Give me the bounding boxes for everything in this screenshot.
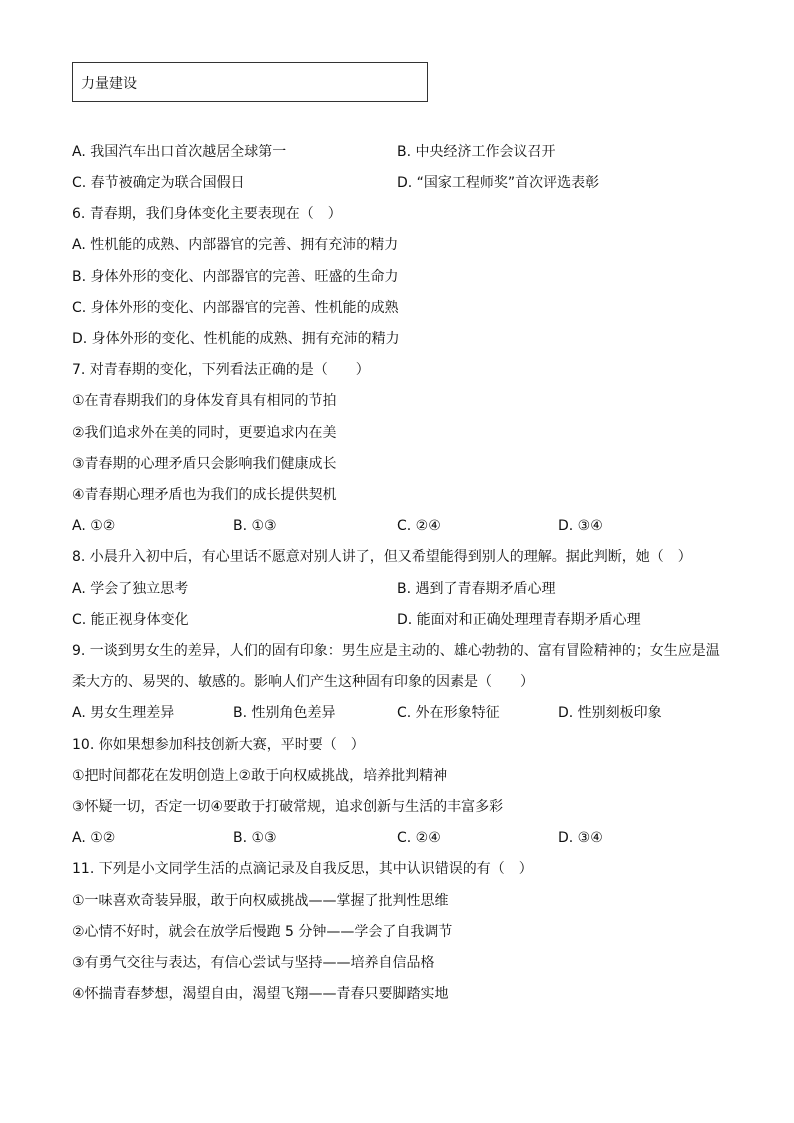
answer-box: [72, 62, 428, 102]
q9-option-c: C. 外在形象特征: [397, 705, 500, 721]
answer-box-label: 力量建设: [81, 76, 137, 92]
q7-option-c: C. ②④: [397, 518, 441, 534]
q10-option-c: C. ②④: [397, 830, 441, 846]
q11-item-1: ①一味喜欢奇装异服，敢于向权威挑战——掌握了批判性思维: [72, 893, 449, 909]
q10-item-line1: ①把时间都花在发明创造上②敢于向权威挑战，培养批判精神: [72, 768, 448, 784]
q7-item-1: ①在青春期我们的身体发育具有相同的节拍: [72, 393, 337, 409]
q6-option-b: B. 身体外形的变化、内部器官的完善、旺盛的生命力: [72, 269, 399, 285]
q6-option-c: C. 身体外形的变化、内部器官的完善、性机能的成熟: [72, 300, 399, 316]
q6-option-a: A. 性机能的成熟、内部器官的完善、拥有充沛的精力: [72, 237, 399, 253]
q8-option-c: C. 能正视身体变化: [72, 612, 189, 628]
q9-option-b: B. 性别角色差异: [233, 705, 336, 721]
q11-item-3: ③有勇气交往与表达，有信心尝试与坚持——培养自信品格: [72, 955, 435, 971]
q10-item-line2: ③怀疑一切，否定一切④要敢于打破常规，追求创新与生活的丰富多彩: [72, 799, 504, 815]
q5-option-a: A. 我国汽车出口首次越居全球第一: [72, 144, 287, 160]
q7-option-d: D. ③④: [558, 518, 603, 534]
q5-option-c: C. 春节被确定为联合国假日: [72, 175, 245, 191]
q7-item-2: ②我们追求外在美的同时，更要追求内在美: [72, 425, 337, 441]
q10-option-a: A. ①②: [72, 830, 116, 846]
q7-option-a: A. ①②: [72, 518, 116, 534]
q7-item-4: ④青春期心理矛盾也为我们的成长提供契机: [72, 487, 337, 503]
q6-option-d: D. 身体外形的变化、性机能的成熟、拥有充沛的精力: [72, 331, 400, 347]
q9-stem-line2: 柔大方的、易哭的、敏感的。影响人们产生这种固有印象的因素是（ ）: [72, 674, 534, 690]
q11-item-2: ②心情不好时，就会在放学后慢跑 5 分钟——学会了自我调节: [72, 924, 453, 940]
q9-option-d: D. 性别刻板印象: [558, 705, 662, 721]
q10-stem: 10. 你如果想参加科技创新大赛，平时要（ ）: [72, 737, 365, 753]
q10-option-b: B. ①③: [233, 830, 277, 846]
q11-stem: 11. 下列是小文同学生活的点滴记录及自我反思，其中认识错误的有（ ）: [72, 861, 533, 877]
q11-item-4: ④怀揣青春梦想，渴望自由，渴望飞翔——青春只要脚踏实地: [72, 986, 449, 1002]
q6-stem: 6. 青春期，我们身体变化主要表现在（ ）: [72, 206, 342, 222]
q7-option-b: B. ①③: [233, 518, 277, 534]
q7-stem: 7. 对青春期的变化，下列看法正确的是（ ）: [72, 362, 370, 378]
q9-option-a: A. 男女生理差异: [72, 705, 175, 721]
q8-option-b: B. 遇到了青春期矛盾心理: [397, 581, 556, 597]
q8-option-a: A. 学会了独立思考: [72, 581, 189, 597]
q9-stem-line1: 9. 一谈到男女生的差异，人们的固有印象：男生应是主动的、雄心勃勃的、富有冒险精神的；女生应是温: [72, 643, 720, 659]
q5-option-d: D. “国家工程师奖”首次评选表彰: [397, 175, 600, 191]
q10-option-d: D. ③④: [558, 830, 603, 846]
q8-option-d: D. 能面对和正确处理理青春期矛盾心理: [397, 612, 641, 628]
q7-item-3: ③青春期的心理矛盾只会影响我们健康成长: [72, 456, 337, 472]
q5-option-b: B. 中央经济工作会议召开: [397, 144, 556, 160]
q8-stem: 8. 小晨升入初中后，有心里话不愿意对别人讲了，但又希望能得到别人的理解。据此判断，她（ ）: [72, 549, 692, 565]
